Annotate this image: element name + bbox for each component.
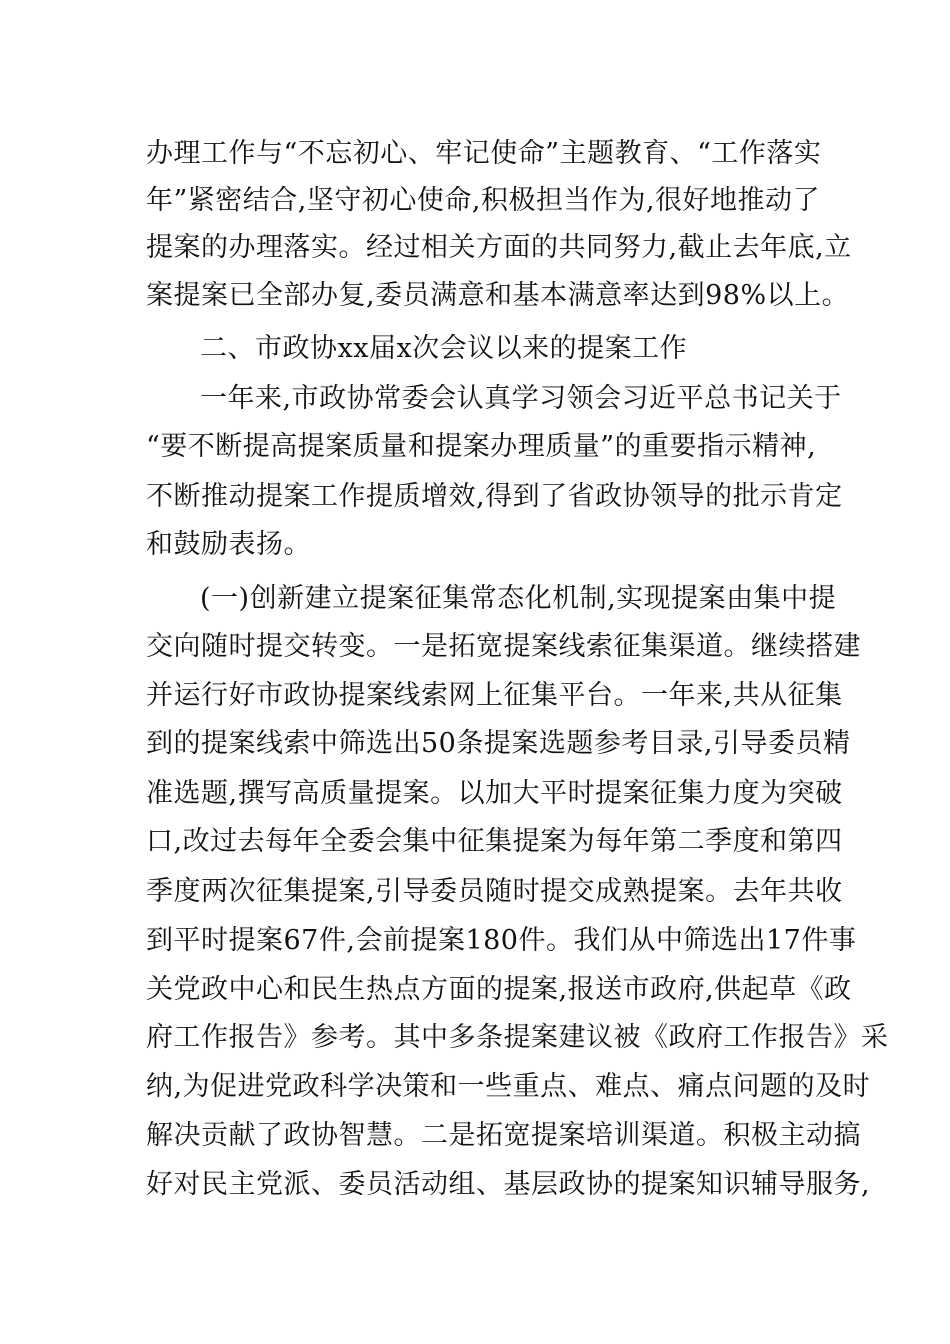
text-line: 府工作报告》参考。其中多条提案建议被《政府工作报告》采 xyxy=(146,1022,889,1053)
text-line: “要不断提高提案质量和提案办理质量”的重要指示精神, xyxy=(146,431,817,462)
text-line: 纳,为促进党政科学决策和一些重点、难点、痛点问题的及时 xyxy=(146,1071,871,1102)
text-line: 好对民主党派、委员活动组、基层政协的提案知识辅导服务, xyxy=(146,1169,871,1200)
text-line: 准选题,撰写高质量提案。以加大平时提案征集力度为突破 xyxy=(146,778,843,809)
text-line: 案提案已全部办复,委员满意和基本满意率达到98%以上。 xyxy=(146,280,850,311)
text-line: 关党政中心和民生热点方面的提案,报送市政府,供起草《政 xyxy=(146,974,852,1005)
text-line: 季度两次征集提案,引导委员随时提交成熟提案。去年共收 xyxy=(146,876,843,907)
text-line: 和鼓励表扬。 xyxy=(146,529,311,560)
text-line: 一年来,市政协常委会认真学习领会习近平总书记关于 xyxy=(200,383,842,414)
text-line: 不断推动提案工作提质增效,得到了省政协领导的批示肯定 xyxy=(146,481,843,512)
text-line: 到平时提案67件,会前提案180件。我们从中筛选出17件事 xyxy=(146,925,857,956)
text-line: 到的提案线索中筛选出50条提案选题参考目录,引导委员精 xyxy=(146,728,851,759)
text-line: 并运行好市政协提案线索网上征集平台。一年来,共从征集 xyxy=(146,680,843,711)
text-line: 办理工作与“不忘初心、牢记使命”主题教育、“工作落实 xyxy=(146,138,822,169)
section-heading: 二、市政协xx届x次会议以来的提案工作 xyxy=(200,333,688,364)
text-line: 交向随时提交转变。一是拓宽提案线索征集渠道。继续搭建 xyxy=(146,631,861,662)
text-line: 年”紧密结合,坚守初心使命,积极担当作为,很好地推动了 xyxy=(146,185,821,216)
subsection-line: (一)创新建立提案征集常态化机制,实现提案由集中提 xyxy=(200,583,837,614)
text-line: 口,改过去每年全委会集中征集提案为每年第二季度和第四 xyxy=(146,826,843,857)
text-line: 解决贡献了政协智慧。二是拓宽提案培训渠道。积极主动搞 xyxy=(146,1120,861,1151)
text-line: 提案的办理落实。经过相关方面的共同努力,截止去年底,立 xyxy=(146,232,852,263)
